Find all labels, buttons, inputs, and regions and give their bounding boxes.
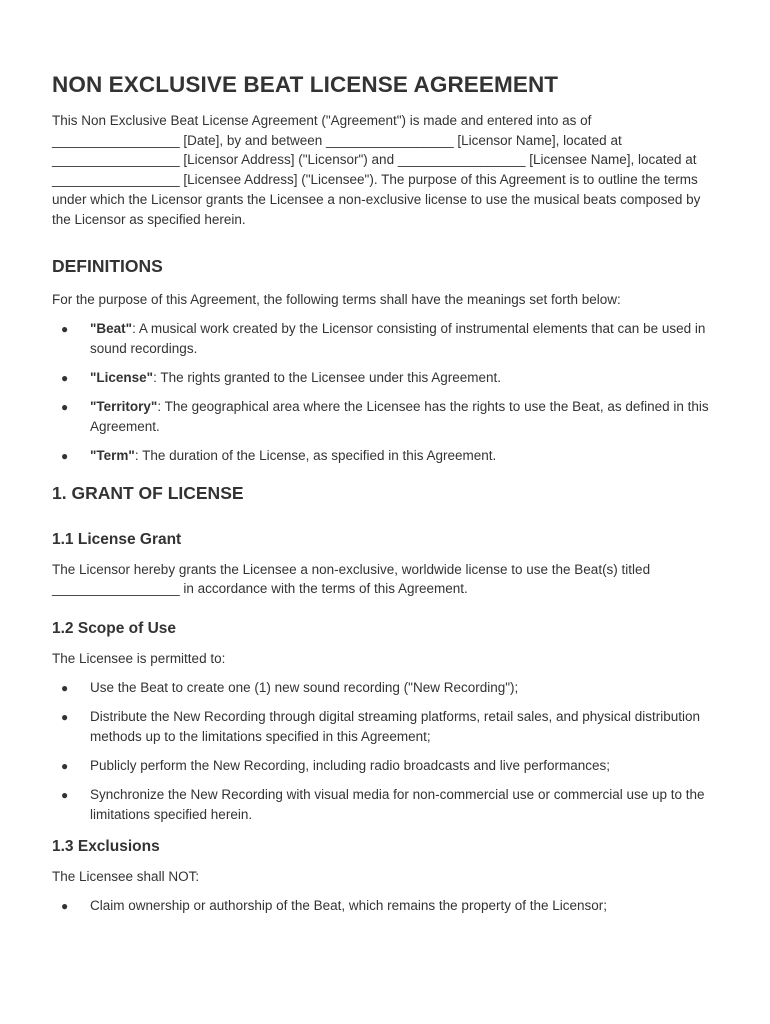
- definition-text: : The duration of the License, as specified in this Agreement.: [134, 447, 497, 463]
- license-grant-heading: 1.1 License Grant: [52, 530, 182, 548]
- bullet-icon: ●: [61, 680, 69, 695]
- license-grant-text: The Licensor hereby grants the Licensee a non-exclusive, worldwide license to use the Beat(s) titled _________________ in accordance with the terms of this Agreement.: [52, 561, 651, 597]
- scope-item-text: Use the Beat to create one (1) new sound recording ("New Recording");: [90, 679, 519, 695]
- scope-item: [52, 678, 720, 698]
- definition-item: [52, 397, 720, 436]
- grant-heading: 1. GRANT OF LICENSE: [52, 482, 244, 503]
- bullet-icon: ●: [61, 321, 69, 336]
- scope-of-use-heading: 1.2 Scope of Use: [52, 620, 177, 638]
- scope-item: [52, 785, 720, 824]
- document-page: [52, 70, 722, 916]
- definition-text: : A musical work created by the Licensor consisting of instrumental elements that can be used in sound recordings.: [90, 320, 706, 356]
- scope-item: [52, 707, 720, 746]
- definition-item: [52, 446, 720, 466]
- scope-item: [52, 756, 720, 776]
- definition-term: "Beat": [90, 320, 133, 336]
- scope-item-text: Synchronize the New Recording with visual media for non-commercial use or commercial use up to the limitations specified herein.: [90, 787, 705, 822]
- scope-of-use-text: The Licensee is permitted to:: [52, 651, 226, 667]
- bullet-icon: ●: [61, 709, 69, 724]
- scope-list: [52, 678, 722, 825]
- definition-item: [52, 319, 720, 358]
- bullet-icon: ●: [61, 788, 69, 803]
- definition-term: "License": [90, 369, 154, 385]
- definition-item: [52, 368, 720, 388]
- exclusions-text: The Licensee shall NOT:: [52, 869, 200, 885]
- intro-paragraph: This Non Exclusive Beat License Agreement ("Agreement") is made and entered into as of _________________ [Date], by and between _________________ [Licensor Name], located at _________________ [Licensor Address] ("Licensor") and _________________ [Licensee Name], located at _________________ [Licensee Address] ("Licensee"). The purpose of this Agreement is to outline the terms under which the Licensor grants the Licensee a non-exclusive license to use the musical beats composed by the Licensor as specified herein.: [52, 113, 701, 227]
- exclusion-item-text: Claim ownership or authorship of the Beat, which remains the property of the Licensor;: [90, 898, 608, 914]
- scope-item-text: Publicly perform the New Recording, including radio broadcasts and live performances;: [90, 757, 611, 773]
- bullet-icon: ●: [61, 448, 69, 463]
- definition-term: "Term": [90, 447, 135, 463]
- exclusions-list: [52, 896, 722, 916]
- scope-item-text: Distribute the New Recording through digital streaming platforms, retail sales, and physical distribution methods up to the limitations specified in this Agreement;: [90, 708, 701, 744]
- bullet-icon: ●: [61, 758, 69, 773]
- bullet-icon: ●: [61, 400, 69, 415]
- definitions-list: [52, 319, 722, 466]
- definitions-intro: For the purpose of this Agreement, the following terms shall have the meanings set forth below:: [52, 292, 621, 308]
- definitions-heading: DEFINITIONS: [52, 256, 163, 277]
- bullet-icon: ●: [61, 370, 69, 385]
- bullet-icon: ●: [61, 899, 69, 914]
- exclusion-item: [52, 896, 720, 916]
- definition-text: : The rights granted to the Licensee under this Agreement.: [153, 369, 502, 385]
- document-title: NON EXCLUSIVE BEAT LICENSE AGREEMENT: [52, 72, 559, 97]
- definition-term: "Territory": [90, 399, 158, 415]
- definition-text: : The geographical area where the Licensee has the rights to use the Beat, as defined in this Agreement.: [90, 399, 709, 434]
- exclusions-heading: 1.3 Exclusions: [52, 838, 160, 856]
